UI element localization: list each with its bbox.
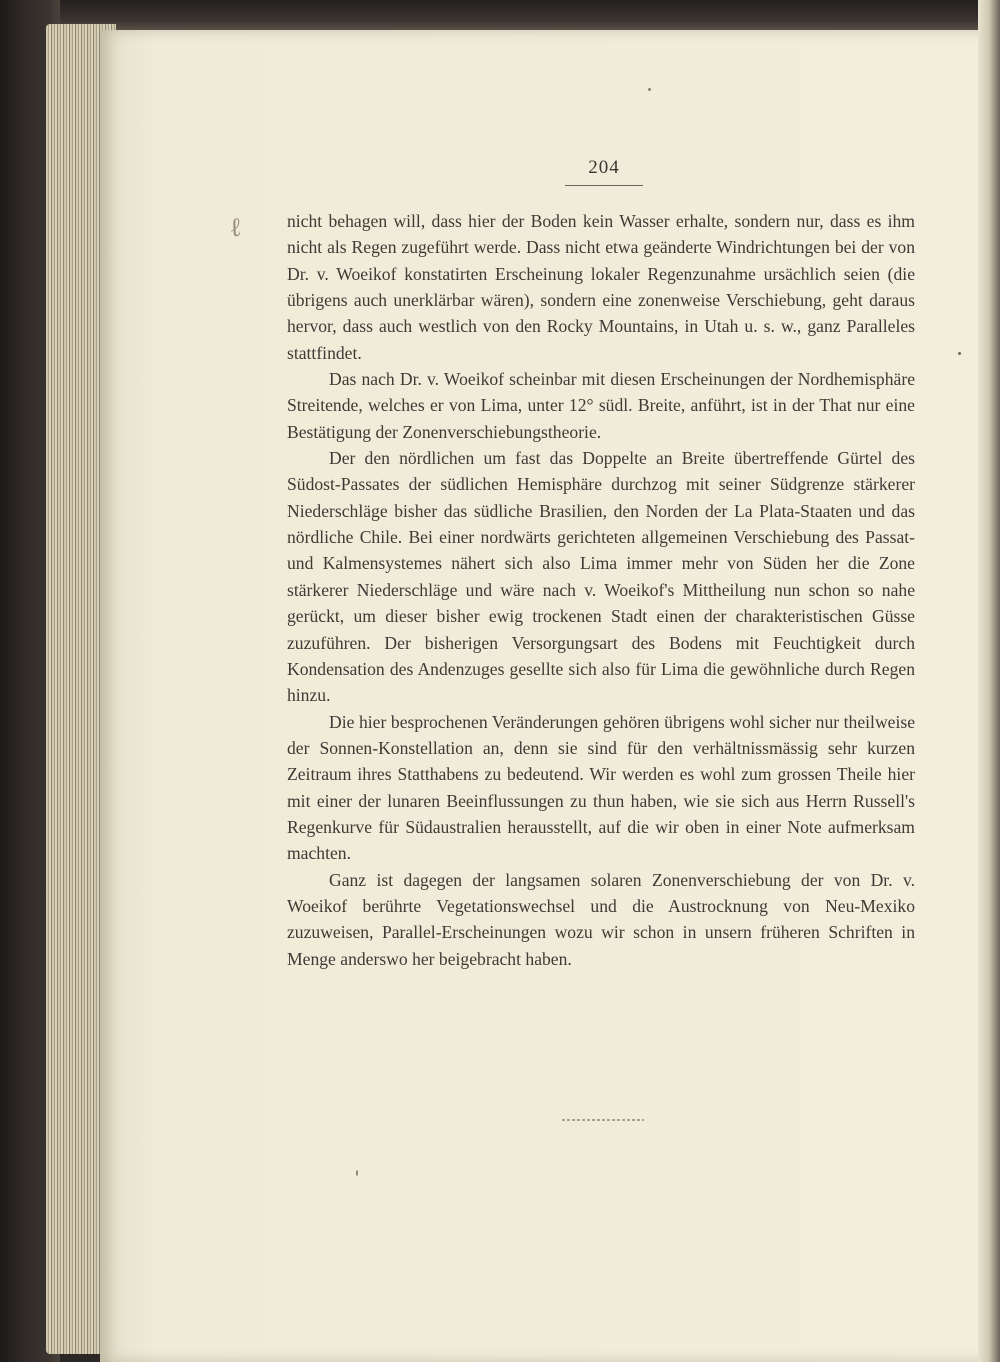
page-number: 204 [588,157,620,178]
paragraph: Die hier besprochenen Veränderungen gehören übrigens wohl sicher nur theilweise der Sonnen-Konstellation an, denn sie sind für den verhältnissmässig sehr kurzen Zeitraum ihres Statthabens zu bedeutend. Wir werden es wohl zum grossen Theile hier mit einer der lunaren Beeinflussungen zu thun haben, wie sie sich aus Herrn Russell's Regenkurve für Südaustralien herausstellt, auf die wir oben in einer Note aufmerksam machten. [287,711,915,864]
end-rule [562,1119,644,1121]
body-text [287,208,915,972]
paper-speck [356,1170,358,1176]
paper-speck [648,88,651,91]
paragraph: Ganz ist dagegen der langsamen solaren Zonenverschiebung der von Dr. v. Woeikof berührte Vegetationswechsel und die Austrocknung von Neu-Mexiko zuzuweisen, Parallel-Erscheinungen wozu wir schon in unsern früheren Schriften in Menge anderswo her beigebracht haben. [287,869,915,969]
paper-speck [958,352,961,355]
book-cover-top [0,0,1000,30]
margin-pencil-mark: ℓ [226,212,244,243]
page-number-underline [565,185,643,186]
paragraph: Das nach Dr. v. Woeikof scheinbar mit diesen Erscheinungen der Nordhemisphäre Streitende, welches er von Lima, unter 12° südl. Breite, anführt, ist in der That nur eine Bestätigung der Zonenverschiebungstheorie. [287,369,915,442]
paragraph: Der den nördlichen um fast das Doppelte an Breite übertreffende Gürtel des Südost-Passates der südlichen Hemisphäre durchzog mit seiner Südgrenze stärkerer Niederschläge bisher das südliche Brasilien, den Norden der La Plata-Staaten und das nördliche Chile. Bei einer nordwärts gerichteten allgemeinen Verschiebung des Passat- und Kalmensystemes nähert sich also Lima immer mehr von Süden her die Zone stärkerer Niederschläge und wäre nach v. Woeikof's Mittheilung nun schon so nahe gerückt, um dieser bisher ewig trockenen Stadt einen der charakteristischen Güsse zuzuführen. Der bisherigen Versorgungsart des Bodens mit Feuchtigkeit durch Kondensation des Andenzuges gesellte sich also für Lima die gewöhnliche durch Regen hinzu. [287,448,915,706]
paragraph: nicht behagen will, dass hier der Boden kein Wasser erhalte, sondern nur, dass es ihm nicht als Regen zugeführt werde. Dass nicht etwa geänderte Windrichtungen bei der von Dr. v. Woeikof konstatirten Erscheinung lokaler Regenzunahme ursächlich seien (die übrigens auch unerklärbar wären), sondern eine zonenweise Verschiebung, geht daraus hervor, dass auch westlich von den Rocky Mountains, in Utah u. s. w., ganz Paralleles stattfindet. [287,211,915,363]
page-right-edge [978,0,1000,1362]
